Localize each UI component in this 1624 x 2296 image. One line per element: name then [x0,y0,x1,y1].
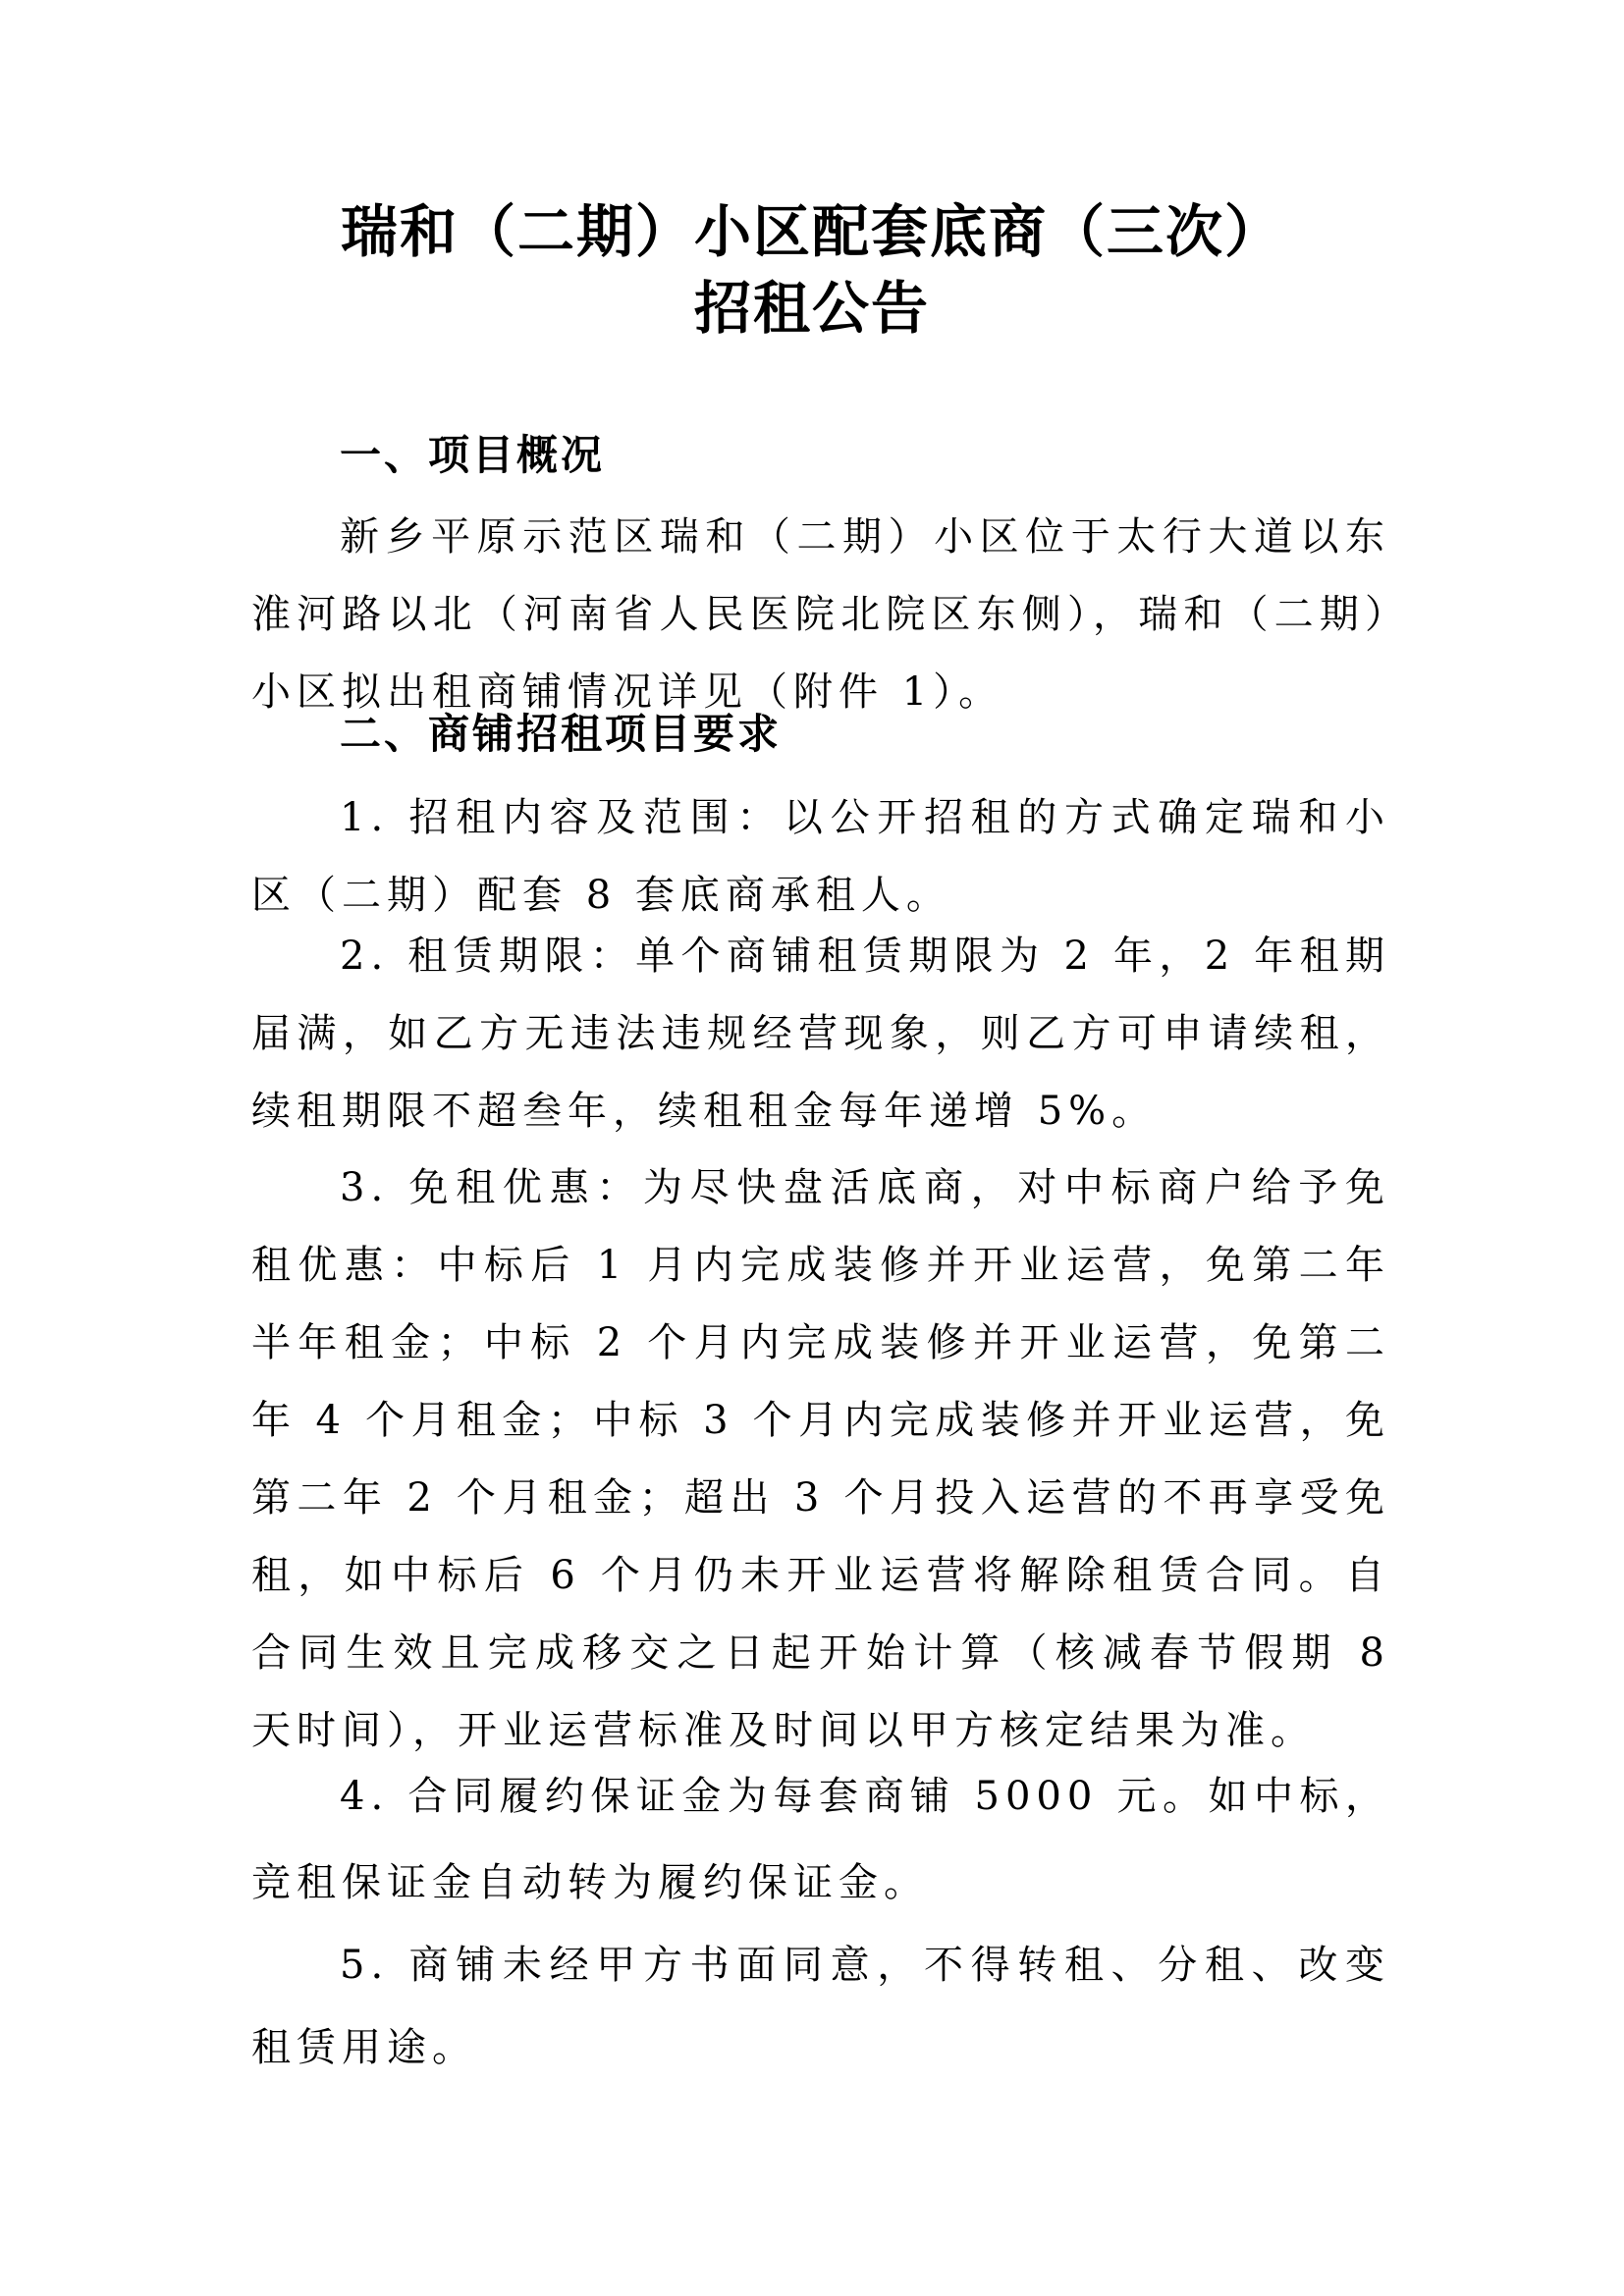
overview-paragraph: 新乡平原示范区瑞和（二期）小区位于太行大道以东淮河路以北（河南省人民医院北院区东侧），瑞和（二期）小区拟出租商铺情况详见（附件 1）。 [251,514,1390,715]
requirement-item-5: 5. 商铺未经甲方书面同意，不得转租、分租、改变租赁用途。 [251,1943,1390,2070]
document-title-line2: 招租公告 [693,275,930,342]
document-title-line1: 瑞和（二期）小区配套底商（三次） [340,198,1283,265]
requirement-item-2: 2. 租赁期限：单个商铺租赁期限为 2 年，2 年租期届满，如乙方无违法违规经营现象，则乙方可申请续租，续租期限不超叁年，续租租金每年递增 5%。 [251,934,1390,1134]
requirement-item-1: 1. 招租内容及范围：以公开招租的方式确定瑞和小区（二期）配套 8 套底商承租人。 [251,795,1390,918]
requirement-item-3: 3. 免租优惠：为尽快盘活底商，对中标商户给予免租优惠：中标后 1 月内完成装修并开业运营，免第二年半年租金；中标 2 个月内完成装修并开业运营，免第二年 4 个月租金；中标 3 个月内完成装修并开业运营，免第二年 2 个月租金；超出 3 个月投入运营的不再享受免租，如中标后 6 个月仍未开业运营将解除租赁合同。自合同生效且完成移交之日起开始计算（核减春节假期 8 天时间），开业运营标准及时间以甲方核定结果为准。 [251,1165,1390,1753]
section-heading-requirements: 二、商铺招租项目要求 [340,710,783,758]
section-heading-overview: 一、项目概况 [340,431,606,479]
requirement-item-4: 4. 合同履约保证金为每套商铺 5000 元。如中标，竞租保证金自动转为履约保证金。 [251,1774,1390,1905]
